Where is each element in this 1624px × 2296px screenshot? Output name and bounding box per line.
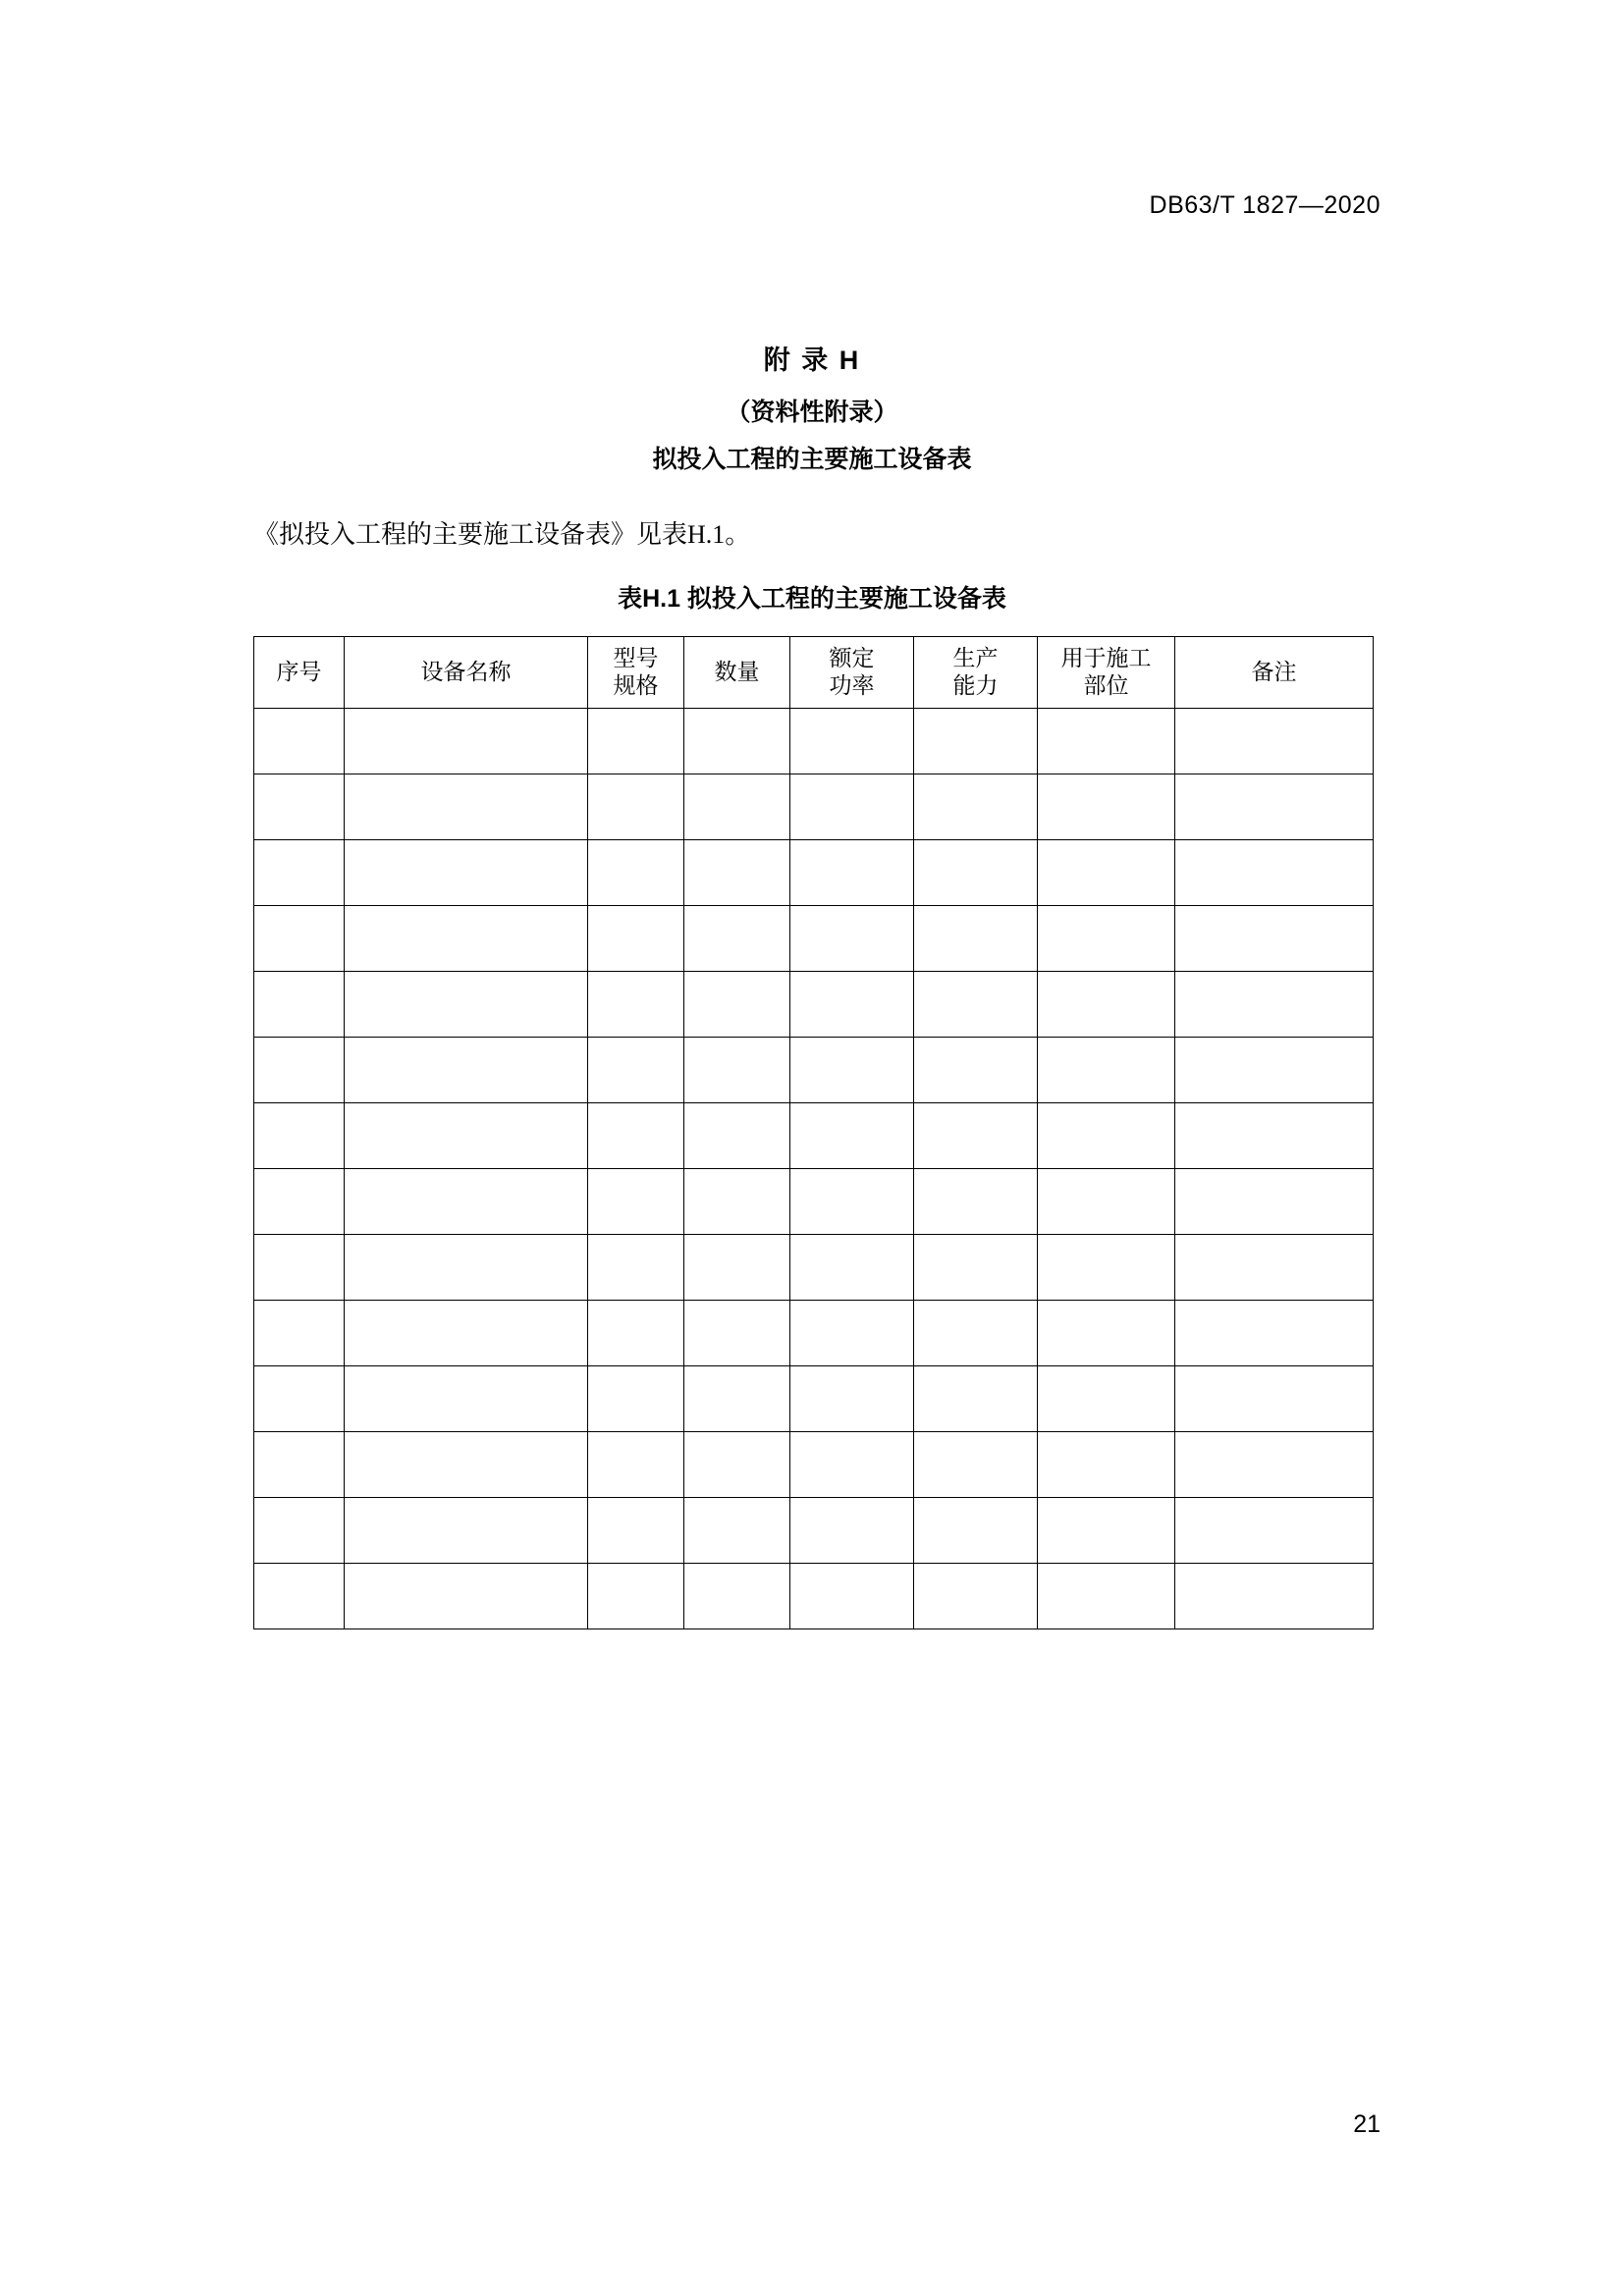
cell-rated-power[interactable] [790, 972, 914, 1038]
cell-index[interactable] [254, 1564, 345, 1629]
cell-remarks[interactable] [1175, 1235, 1374, 1301]
cell-model-spec[interactable] [588, 906, 684, 972]
cell-construction-part[interactable] [1038, 1432, 1175, 1498]
cell-capacity[interactable] [914, 972, 1038, 1038]
cell-construction-part[interactable] [1038, 840, 1175, 906]
cell-construction-part[interactable] [1038, 774, 1175, 840]
cell-equipment-name[interactable] [345, 1564, 588, 1629]
cell-construction-part[interactable] [1038, 1564, 1175, 1629]
cell-rated-power[interactable] [790, 1498, 914, 1564]
cell-quantity[interactable] [684, 709, 790, 774]
cell-construction-part[interactable] [1038, 1038, 1175, 1103]
table-row [254, 1301, 1374, 1366]
cell-rated-power[interactable] [790, 906, 914, 972]
cell-construction-part[interactable] [1038, 1301, 1175, 1366]
column-header-construction-part-line1: 用于施工 [1060, 646, 1152, 671]
standard-code-header: DB63/T 1827—2020 [1149, 191, 1380, 219]
cell-capacity[interactable] [914, 906, 1038, 972]
cell-quantity[interactable] [684, 1169, 790, 1235]
cell-quantity[interactable] [684, 1498, 790, 1564]
cell-capacity[interactable] [914, 1498, 1038, 1564]
cell-capacity[interactable] [914, 1169, 1038, 1235]
cell-capacity[interactable] [914, 1432, 1038, 1498]
cell-construction-part[interactable] [1038, 906, 1175, 972]
cell-rated-power[interactable] [790, 1564, 914, 1629]
cell-index[interactable] [254, 1103, 345, 1169]
cell-equipment-name[interactable] [345, 1038, 588, 1103]
equipment-table [253, 636, 1374, 1629]
cell-remarks[interactable] [1175, 1301, 1374, 1366]
column-header-index [254, 637, 345, 709]
table-body [254, 709, 1374, 1629]
cell-capacity[interactable] [914, 1235, 1038, 1301]
cell-model-spec[interactable] [588, 1038, 684, 1103]
cell-index[interactable] [254, 709, 345, 774]
cell-quantity[interactable] [684, 840, 790, 906]
cell-index[interactable] [254, 1366, 345, 1432]
column-header-model-spec-line2: 规格 [613, 673, 659, 698]
cell-quantity[interactable] [684, 1366, 790, 1432]
cell-construction-part[interactable] [1038, 1169, 1175, 1235]
reference-paragraph: 《拟投入工程的主要施工设备表》见表H.1。 [253, 520, 751, 549]
cell-quantity[interactable] [684, 1432, 790, 1498]
cell-rated-power[interactable] [790, 840, 914, 906]
table-row [254, 906, 1374, 972]
cell-model-spec[interactable] [588, 1432, 684, 1498]
column-header-remarks-line1: 备注 [1251, 660, 1297, 685]
cell-equipment-name[interactable] [345, 709, 588, 774]
column-header-rated-power-line2: 功率 [829, 673, 875, 698]
cell-index[interactable] [254, 1498, 345, 1564]
cell-capacity[interactable] [914, 1038, 1038, 1103]
cell-model-spec[interactable] [588, 840, 684, 906]
cell-quantity[interactable] [684, 1564, 790, 1629]
cell-quantity[interactable] [684, 1103, 790, 1169]
cell-equipment-name[interactable] [345, 1169, 588, 1235]
cell-construction-part[interactable] [1038, 1103, 1175, 1169]
column-header-quantity [684, 637, 790, 709]
cell-index[interactable] [254, 1038, 345, 1103]
cell-model-spec[interactable] [588, 972, 684, 1038]
column-header-rated-power [790, 637, 914, 709]
cell-remarks[interactable] [1175, 1169, 1374, 1235]
cell-rated-power[interactable] [790, 709, 914, 774]
cell-remarks[interactable] [1175, 1564, 1374, 1629]
cell-model-spec[interactable] [588, 1498, 684, 1564]
cell-model-spec[interactable] [588, 1169, 684, 1235]
table-row [254, 1103, 1374, 1169]
column-header-rated-power-line1: 额定 [829, 646, 875, 671]
cell-remarks[interactable] [1175, 840, 1374, 906]
appendix-subtitle: （资料性附录） [726, 399, 898, 426]
column-header-index-line1: 序号 [276, 660, 322, 685]
cell-index[interactable] [254, 1432, 345, 1498]
cell-capacity[interactable] [914, 1103, 1038, 1169]
column-header-model-spec-line1: 型号 [613, 646, 659, 671]
cell-rated-power[interactable] [790, 1235, 914, 1301]
column-header-model-spec [588, 637, 684, 709]
cell-quantity[interactable] [684, 1301, 790, 1366]
cell-equipment-name[interactable] [345, 1366, 588, 1432]
cell-capacity[interactable] [914, 1564, 1038, 1629]
cell-index[interactable] [254, 774, 345, 840]
cell-index[interactable] [254, 1235, 345, 1301]
cell-model-spec[interactable] [588, 774, 684, 840]
cell-quantity[interactable] [684, 972, 790, 1038]
cell-capacity[interactable] [914, 774, 1038, 840]
cell-remarks[interactable] [1175, 709, 1374, 774]
cell-model-spec[interactable] [588, 1301, 684, 1366]
cell-index[interactable] [254, 906, 345, 972]
cell-rated-power[interactable] [790, 1366, 914, 1432]
cell-rated-power[interactable] [790, 1169, 914, 1235]
table-caption: 表H.1 拟投入工程的主要施工设备表 [618, 585, 1006, 613]
column-header-quantity-line1: 数量 [714, 660, 760, 685]
appendix-name: 拟投入工程的主要施工设备表 [652, 446, 972, 473]
table-row [254, 709, 1374, 774]
cell-capacity[interactable] [914, 1366, 1038, 1432]
cell-remarks[interactable] [1175, 1038, 1374, 1103]
column-header-construction-part [1038, 637, 1175, 709]
cell-equipment-name[interactable] [345, 840, 588, 906]
table-row [254, 1564, 1374, 1629]
column-header-equipment-name [345, 637, 588, 709]
page-number: 21 [1353, 2110, 1380, 2138]
cell-remarks[interactable] [1175, 906, 1374, 972]
table-header-row [254, 637, 1374, 709]
cell-equipment-name[interactable] [345, 972, 588, 1038]
table-row [254, 1169, 1374, 1235]
appendix-title: 附 录 H [763, 346, 861, 375]
cell-equipment-name[interactable] [345, 1235, 588, 1301]
cell-model-spec[interactable] [588, 1564, 684, 1629]
cell-equipment-name[interactable] [345, 1301, 588, 1366]
column-header-equipment-name-line1: 设备名称 [420, 660, 512, 685]
cell-index[interactable] [254, 972, 345, 1038]
cell-quantity[interactable] [684, 906, 790, 972]
cell-rated-power[interactable] [790, 1103, 914, 1169]
cell-construction-part[interactable] [1038, 972, 1175, 1038]
cell-equipment-name[interactable] [345, 1432, 588, 1498]
cell-capacity[interactable] [914, 840, 1038, 906]
table-row [254, 1235, 1374, 1301]
cell-model-spec[interactable] [588, 1235, 684, 1301]
column-header-capacity-line2: 能力 [952, 673, 999, 698]
column-header-remarks [1175, 637, 1374, 709]
cell-construction-part[interactable] [1038, 1366, 1175, 1432]
cell-index[interactable] [254, 1169, 345, 1235]
cell-rated-power[interactable] [790, 1038, 914, 1103]
table-row [254, 1432, 1374, 1498]
cell-model-spec[interactable] [588, 1103, 684, 1169]
table-row [254, 1498, 1374, 1564]
cell-quantity[interactable] [684, 774, 790, 840]
table-row [254, 840, 1374, 906]
table-row [254, 1366, 1374, 1432]
cell-construction-part[interactable] [1038, 709, 1175, 774]
cell-remarks[interactable] [1175, 972, 1374, 1038]
cell-model-spec[interactable] [588, 709, 684, 774]
table-row [254, 1038, 1374, 1103]
column-header-capacity [914, 637, 1038, 709]
cell-equipment-name[interactable] [345, 1103, 588, 1169]
cell-rated-power[interactable] [790, 1432, 914, 1498]
cell-remarks[interactable] [1175, 1103, 1374, 1169]
cell-capacity[interactable] [914, 1301, 1038, 1366]
cell-quantity[interactable] [684, 1235, 790, 1301]
column-header-capacity-line1: 生产 [952, 646, 999, 671]
column-header-construction-part-line2: 部位 [1083, 673, 1129, 698]
cell-index[interactable] [254, 840, 345, 906]
cell-rated-power[interactable] [790, 1301, 914, 1366]
cell-construction-part[interactable] [1038, 1498, 1175, 1564]
cell-index[interactable] [254, 1301, 345, 1366]
cell-capacity[interactable] [914, 709, 1038, 774]
cell-equipment-name[interactable] [345, 774, 588, 840]
cell-equipment-name[interactable] [345, 1498, 588, 1564]
cell-model-spec[interactable] [588, 1366, 684, 1432]
cell-construction-part[interactable] [1038, 1235, 1175, 1301]
table-row [254, 972, 1374, 1038]
cell-rated-power[interactable] [790, 774, 914, 840]
cell-remarks[interactable] [1175, 1498, 1374, 1564]
cell-remarks[interactable] [1175, 774, 1374, 840]
cell-remarks[interactable] [1175, 1366, 1374, 1432]
cell-quantity[interactable] [684, 1038, 790, 1103]
cell-equipment-name[interactable] [345, 906, 588, 972]
cell-remarks[interactable] [1175, 1432, 1374, 1498]
table-row [254, 774, 1374, 840]
